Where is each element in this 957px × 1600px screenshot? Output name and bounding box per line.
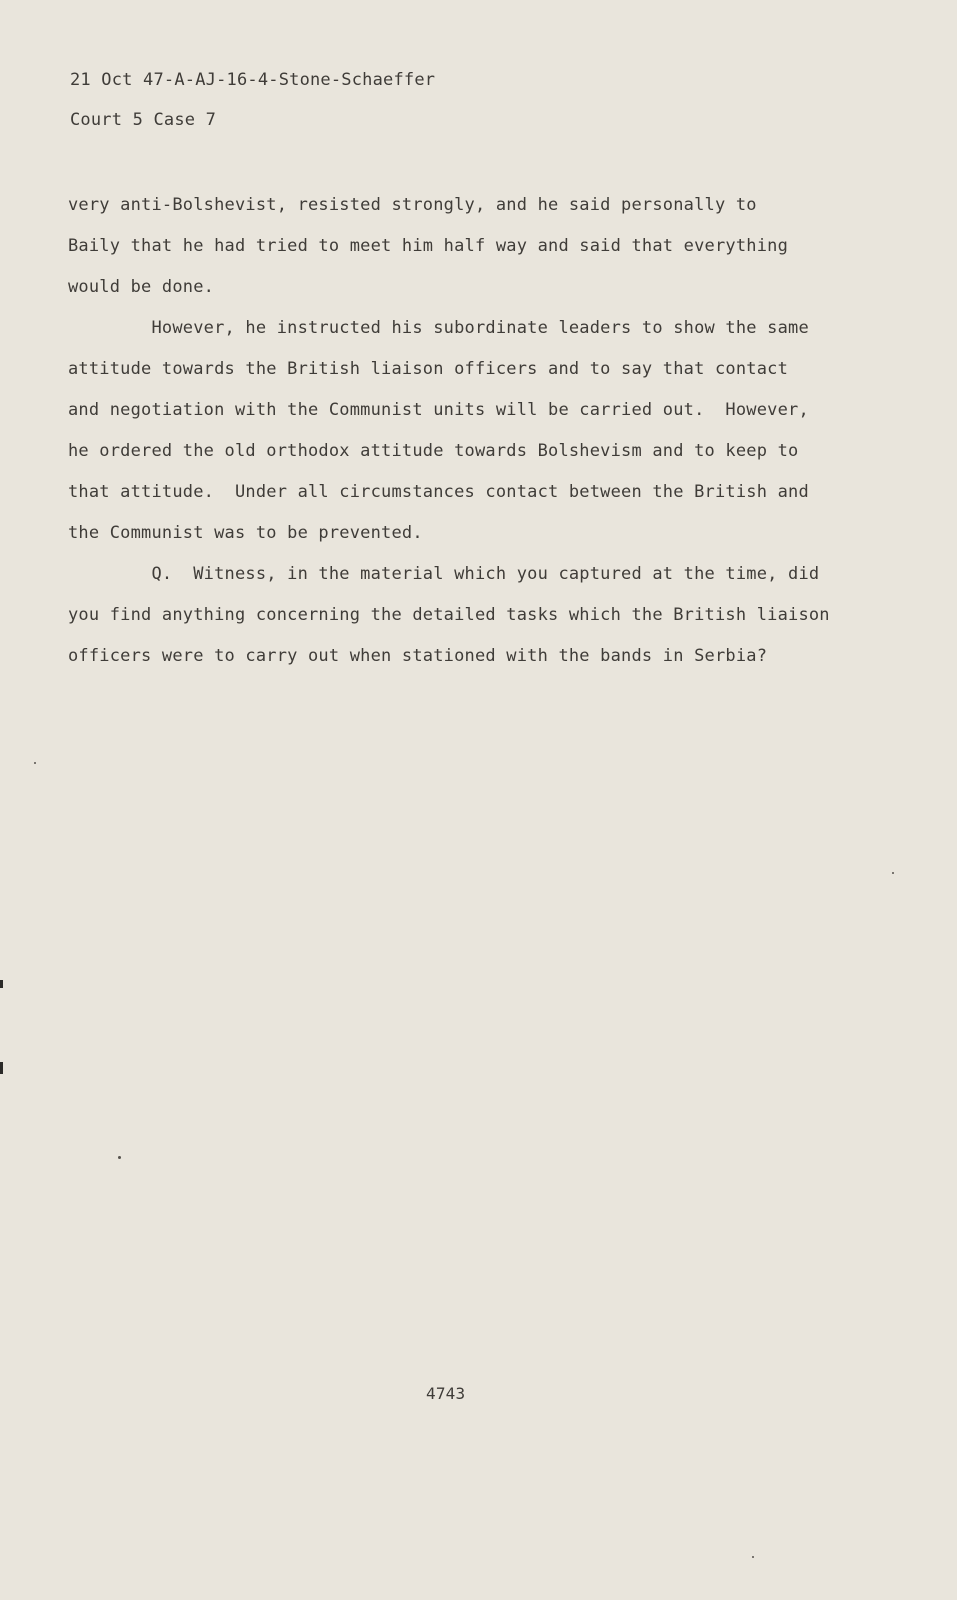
- paper-speck: [752, 1556, 754, 1558]
- body-line-7: he ordered the old orthodox attitude towards Bolshevism and to keep to: [68, 441, 799, 461]
- header-date-reference: 21 Oct 47-A-AJ-16-4-Stone-Schaeffer: [70, 70, 436, 90]
- body-line-6: and negotiation with the Communist units will be carried out. However,: [68, 400, 809, 420]
- page-number: 4743: [426, 1384, 466, 1403]
- body-line-9: the Communist was to be prevented.: [68, 523, 423, 543]
- scan-edge-mark: [0, 980, 3, 988]
- paper-speck: [892, 872, 894, 874]
- body-line-4: However, he instructed his subordinate leaders to show the same: [68, 318, 809, 338]
- body-line-11: you find anything concerning the detailed tasks which the British liaison: [68, 605, 830, 625]
- body-line-12: officers were to carry out when stationed with the bands in Serbia?: [68, 646, 768, 666]
- body-line-8: that attitude. Under all circumstances contact between the British and: [68, 482, 809, 502]
- paper-speck: [34, 762, 36, 764]
- scan-edge-mark: [0, 1062, 3, 1074]
- body-line-5: attitude towards the British liaison officers and to say that contact: [68, 359, 789, 379]
- body-line-10: Q. Witness, in the material which you captured at the time, did: [68, 564, 820, 584]
- body-line-3: would be done.: [68, 277, 215, 297]
- paper-speck: [118, 1156, 121, 1159]
- body-line-2: Baily that he had tried to meet him half way and said that everything: [68, 236, 789, 256]
- body-line-1: very anti-Bolshevist, resisted strongly, and he said personally to: [68, 195, 757, 215]
- header-court-case: Court 5 Case 7: [70, 110, 217, 130]
